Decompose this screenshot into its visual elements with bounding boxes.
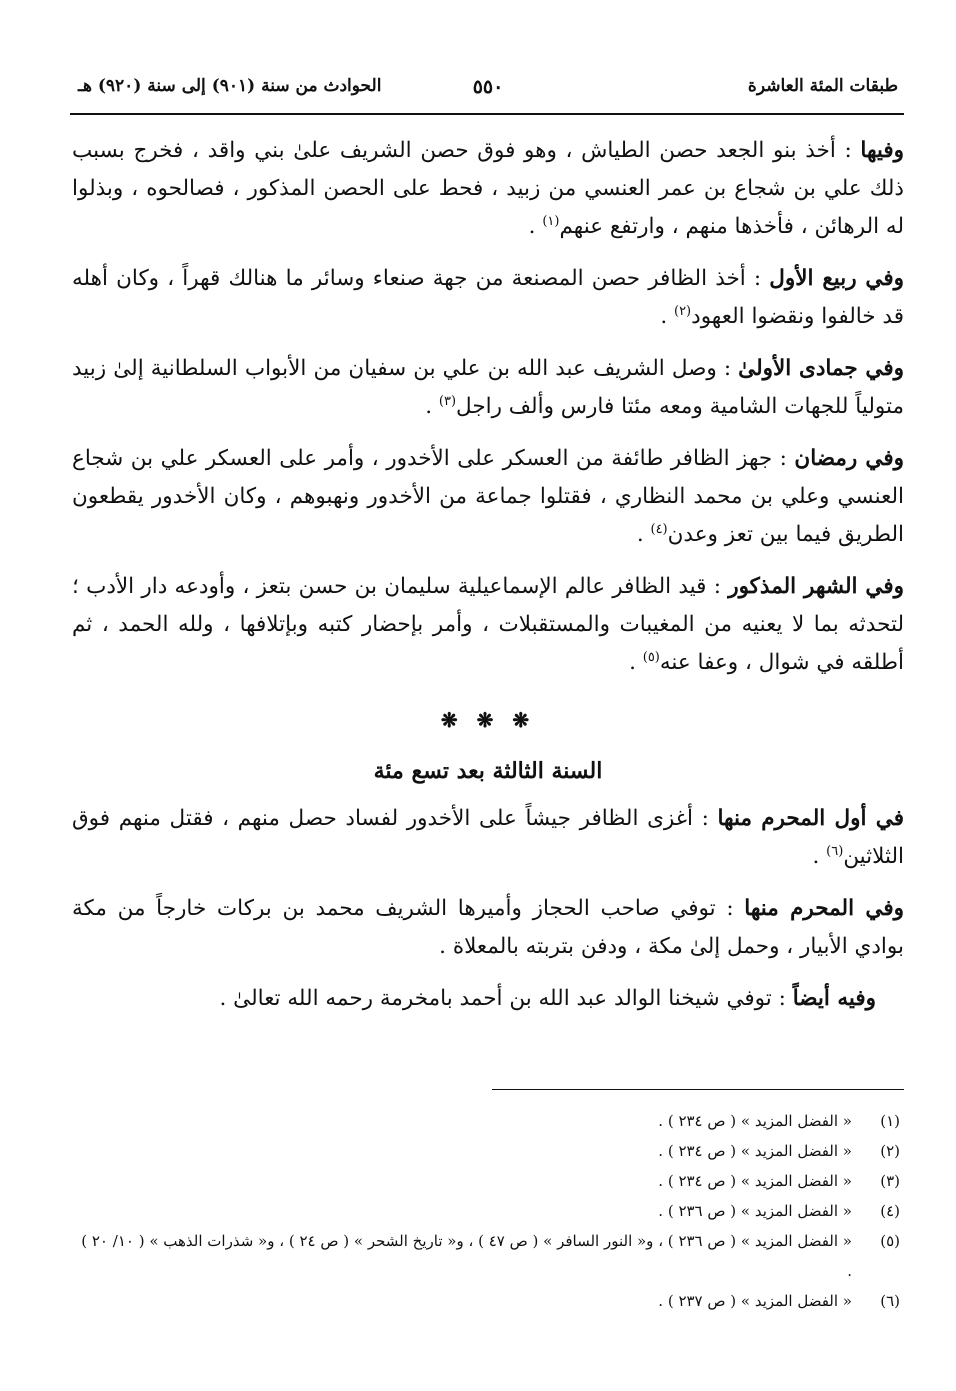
footnote-text: « الفضل المزيد » ( ص ٢٣٤ ) .	[658, 1172, 852, 1190]
footnote-text: « الفضل المزيد » ( ص ٢٣٦ ) .	[658, 1202, 852, 1220]
paragraph	[72, 568, 904, 682]
footnote-ref[interactable]: (٤)	[650, 521, 668, 537]
footnote-number: (٢)	[880, 1142, 900, 1160]
footnote-item	[72, 1166, 904, 1196]
footnote-ref[interactable]: (٥)	[642, 649, 660, 665]
paragraph-end: .	[812, 844, 827, 869]
paragraph	[72, 890, 904, 966]
header-rule	[70, 113, 904, 115]
paragraph-lead: وفيه أيضاً	[792, 986, 876, 1011]
paragraph-lead: وفي ربيع الأول	[769, 266, 904, 291]
paragraph-lead: وفي المحرم منها	[744, 896, 904, 921]
footnote-item	[72, 1106, 904, 1136]
footnote-rule	[492, 1089, 904, 1090]
paragraph-text: : جهز الظافر طائفة من العسكر على الأخدور ، وأمر على العسكر علي بن شجاع العنسي وعلي بن محمد النظاري ، فقتلوا جماعة من الأخدور ونهبوهم ، وكان الأخدور يقطعون الطريق فيما بين تعز وعدن	[72, 446, 904, 547]
footnote-number: (٦)	[880, 1292, 900, 1310]
footnote-item	[72, 1286, 904, 1316]
running-header	[78, 76, 898, 108]
paragraph-text: : توفي صاحب الحجاز وأميرها الشريف محمد بن بركات خارجاً من مكة بوادي الأبيار ، وحمل إلىٰ مكة ، ودفن بتربته بالمعلاة .	[72, 896, 904, 959]
paragraph-lead: وفي جمادى الأولىٰ	[738, 356, 904, 381]
main-text	[72, 132, 904, 1032]
footnote-text: « الفضل المزيد » ( ص ٢٣٧ ) .	[658, 1292, 852, 1310]
paragraph-end: .	[528, 214, 543, 239]
paragraph	[72, 440, 904, 554]
paragraph-lead: وفي رمضان	[794, 446, 905, 471]
paragraph-lead: في أول المحرم منها	[717, 806, 904, 831]
footnote-item	[72, 1226, 904, 1286]
paragraph-lead: وفيها	[860, 138, 904, 163]
paragraph	[72, 980, 904, 1018]
paragraph	[72, 260, 904, 336]
footnote-item	[72, 1136, 904, 1166]
paragraph-text: : أخذ الظافر حصن المصنعة من جهة صنعاء وسائر ما هنالك قهراً ، وكان أهله قد خالفوا ونقضوا العهود	[72, 266, 904, 329]
paragraph-text: : قيد الظافر عالم الإسماعيلية سليمان بن حسن بتعز ، وأودعه دار الأدب ؛ لتحدثه بما لا يعنيه من المغيبات والمستقبلات ، وأمر بإحضار كتبه وبإتلافها ، ولله الحمد ، ثم أطلقه في شوال ، وعفا عنه	[72, 574, 904, 675]
paragraph-end: .	[425, 394, 439, 419]
footnote-text: « الفضل المزيد » ( ص ٢٣٤ ) .	[658, 1112, 852, 1130]
footnotes	[72, 1106, 904, 1316]
footnote-ref[interactable]: (٢)	[673, 303, 692, 319]
paragraph	[72, 350, 904, 426]
paragraph	[72, 132, 904, 246]
footnote-item	[72, 1196, 904, 1226]
footnote-ref[interactable]: (١)	[542, 213, 560, 229]
footnote-text: « الفضل المزيد » ( ص ٢٣٤ ) .	[658, 1142, 852, 1160]
section-separator: ❋ ❋ ❋	[440, 708, 536, 732]
section-heading: السنة الثالثة بعد تسع مئة	[373, 758, 603, 784]
paragraph-end: .	[629, 650, 643, 675]
book-title: طبقات المئة العاشرة	[747, 76, 898, 96]
footnote-number: (٤)	[880, 1202, 900, 1220]
page-number: ٥٥٠	[472, 76, 504, 98]
paragraph-end: .	[636, 522, 651, 547]
footnote-number: (١)	[880, 1112, 900, 1130]
footnote-ref[interactable]: (٣)	[438, 393, 457, 409]
footnote-text: « الفضل المزيد » ( ص ٢٣٦ ) ، و« النور السافر » ( ص ٤٧ ) ، و« تاريخ الشحر » ( ص ٢٤ ) ، و« شذرات الذهب » ( ١٠/ ٢٠ ) .	[81, 1232, 852, 1280]
footnote-number: (٥)	[880, 1232, 900, 1250]
paragraph	[72, 800, 904, 876]
chapter-range: الحوادث من سنة (٩٠١) إلى سنة (٩٢٠) هـ	[78, 76, 382, 96]
paragraph-text: : وصل الشريف عبد الله بن علي بن سفيان من الأبواب السلطانية إلىٰ زبيد متولياً للجهات الشامية ومعه مئتا فارس وألف راجل	[72, 356, 904, 419]
paragraph-text: : أخذ بنو الجعد حصن الطياش ، وهو فوق حصن الشريف علىٰ بني واقد ، فخرج بسبب ذلك علي بن شجاع بن عمر العنسي من زبيد ، فحط على الحصن المذكور ، فصالحوه ، وبذلوا له الرهائن ، فأخذها منهم ، وارتفع عنهم	[72, 138, 904, 239]
footnote-ref[interactable]: (٦)	[826, 843, 844, 859]
footnote-number: (٣)	[880, 1172, 900, 1190]
paragraph-end: .	[660, 304, 674, 329]
paragraph-text: : أغزى الظافر جيشاً على الأخدور لفساد حصل منهم ، فقتل منهم فوق الثلاثين	[72, 806, 904, 869]
paragraph-lead: وفي الشهر المذكور	[728, 574, 904, 599]
paragraph-text: : توفي شيخنا الوالد عبد الله بن أحمد بامخرمة رحمه الله تعالىٰ .	[219, 986, 793, 1011]
